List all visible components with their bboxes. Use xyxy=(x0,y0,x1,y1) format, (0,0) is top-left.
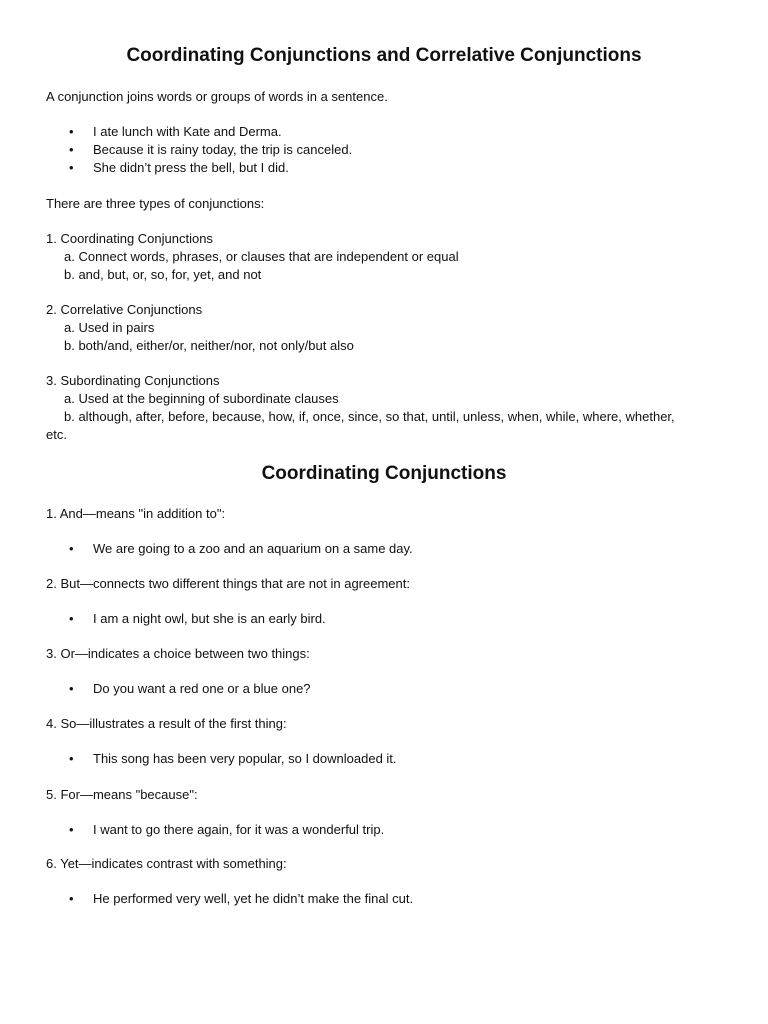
type-detail: b. although, after, before, because, how, if, once, since, so that, until, unless, when, while, where, whether, etc. xyxy=(46,409,675,442)
example-text: Do you want a red one or a blue one? xyxy=(93,681,311,696)
bullet-icon: • xyxy=(69,751,74,766)
conjunction-heading: 1. And—means "in addition to": xyxy=(46,506,226,521)
conjunction-heading: 3. Or—indicates a choice between two things: xyxy=(46,646,310,661)
example-text: We are going to a zoo and an aquarium on a same day. xyxy=(93,541,413,556)
example-text: This song has been very popular, so I downloaded it. xyxy=(93,751,397,766)
conjunction-heading: 4. So—illustrates a result of the first thing: xyxy=(46,716,287,731)
type-detail: a. Connect words, phrases, or clauses that are independent or equal xyxy=(64,249,459,264)
list-item-text: Because it is rainy today, the trip is canceled. xyxy=(93,142,353,157)
intro-text: A conjunction joins words or groups of words in a sentence. xyxy=(46,89,388,104)
section-title: Coordinating Conjunctions xyxy=(261,463,507,484)
types-intro: There are three types of conjunctions: xyxy=(46,196,265,211)
conjunction-heading: 5. For—means "because": xyxy=(46,787,198,802)
bullet-icon: • xyxy=(69,611,74,626)
bullet-icon: • xyxy=(69,681,74,696)
bullet-icon: • xyxy=(69,541,74,556)
bullet-icon: • xyxy=(69,124,74,139)
bullet-icon: • xyxy=(69,142,74,157)
type-detail: a. Used at the beginning of subordinate clauses xyxy=(64,391,339,406)
type-detail: b. both/and, either/or, neither/nor, not only/but also xyxy=(64,338,354,353)
example-text: I want to go there again, for it was a wonderful trip. xyxy=(93,822,385,837)
example-text: He performed very well, yet he didn’t make the final cut. xyxy=(93,891,414,906)
example-text: I am a night owl, but she is an early bird. xyxy=(93,611,326,626)
conjunction-heading: 2. But—connects two different things that are not in agreement: xyxy=(46,576,410,591)
type-detail: a. Used in pairs xyxy=(64,320,155,335)
conjunction-heading: 6. Yet—indicates contrast with something: xyxy=(46,856,287,871)
type-heading: 3. Subordinating Conjunctions xyxy=(46,373,220,388)
type-detail: b. and, but, or, so, for, yet, and not xyxy=(64,267,262,282)
bullet-icon: • xyxy=(69,891,74,906)
list-item-text: She didn’t press the bell, but I did. xyxy=(93,160,289,175)
type-heading: 1. Coordinating Conjunctions xyxy=(46,231,213,246)
bullet-icon: • xyxy=(69,822,74,837)
page-title: Coordinating Conjunctions and Correlative Conjunctions xyxy=(126,45,642,66)
bullet-icon: • xyxy=(69,160,74,175)
list-item-text: I ate lunch with Kate and Derma. xyxy=(93,124,282,139)
type-heading: 2. Correlative Conjunctions xyxy=(46,302,203,317)
